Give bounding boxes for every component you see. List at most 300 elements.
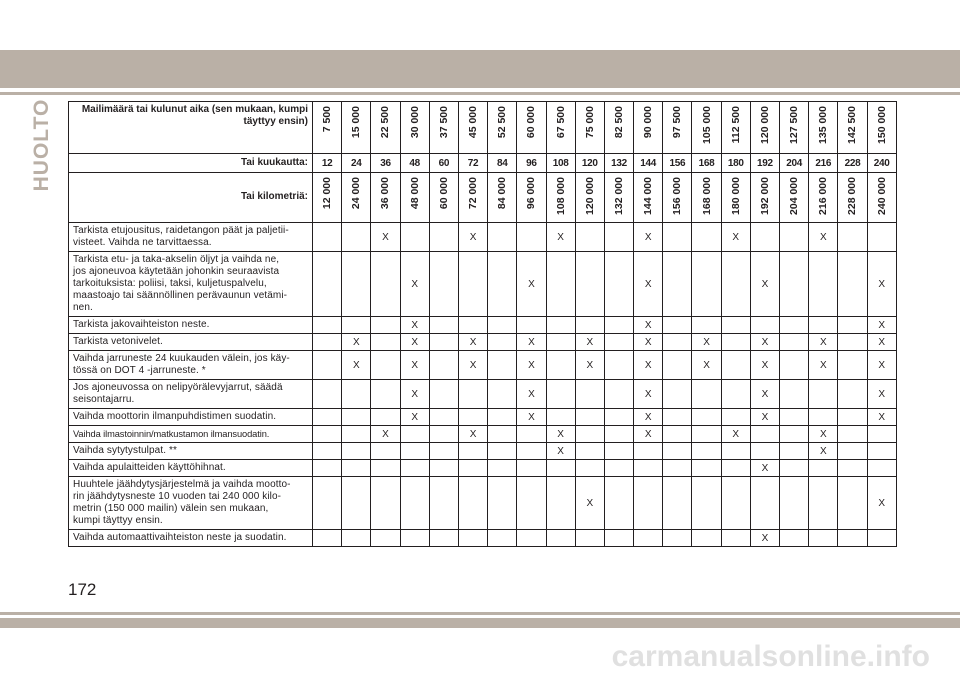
km-value: 192 000	[758, 177, 771, 215]
mark-cell	[371, 460, 400, 477]
mark-cell: X	[400, 380, 429, 409]
mark-cell	[371, 443, 400, 460]
km-value: 24 000	[350, 177, 363, 210]
mark-cell	[517, 477, 546, 530]
mark-cell: X	[342, 351, 371, 380]
mark-cell: X	[867, 409, 896, 426]
mark-cell	[780, 477, 809, 530]
mark-cell	[488, 443, 517, 460]
miles-header-row	[69, 102, 897, 154]
table-row	[69, 530, 897, 547]
mark-cell	[342, 223, 371, 252]
mark-cell: X	[809, 334, 838, 351]
mark-cell: X	[517, 351, 546, 380]
mark-cell: X	[634, 317, 663, 334]
km-cell	[663, 173, 692, 223]
mark-cell	[721, 252, 750, 317]
mark-cell	[604, 380, 633, 409]
miles-value: 60 000	[525, 106, 538, 139]
mark-cell	[342, 443, 371, 460]
mark-cell: X	[517, 334, 546, 351]
mark-cell	[604, 334, 633, 351]
months-label: Tai kuukautta:	[69, 154, 313, 173]
mark-cell	[634, 477, 663, 530]
mark-cell	[692, 223, 721, 252]
mark-cell: X	[342, 334, 371, 351]
km-cell	[517, 173, 546, 223]
mark-cell	[692, 530, 721, 547]
table-row	[69, 460, 897, 477]
mark-cell	[429, 223, 458, 252]
table-row	[69, 426, 897, 443]
km-cell	[400, 173, 429, 223]
mark-cell	[429, 351, 458, 380]
table-row	[69, 351, 897, 380]
mark-cell	[546, 252, 575, 317]
mark-cell	[342, 252, 371, 317]
section-tab-label: HUOLTO	[30, 98, 53, 192]
mark-cell	[604, 477, 633, 530]
mark-cell: X	[750, 334, 779, 351]
mark-cell	[488, 460, 517, 477]
km-value: 216 000	[817, 177, 830, 215]
miles-cell	[634, 102, 663, 154]
mark-cell	[663, 477, 692, 530]
mark-cell	[575, 530, 604, 547]
mark-cell	[429, 443, 458, 460]
mark-cell	[692, 443, 721, 460]
mark-cell: X	[692, 351, 721, 380]
mark-cell	[313, 223, 342, 252]
mark-cell	[838, 443, 867, 460]
months-row	[69, 154, 897, 173]
km-cell	[313, 173, 342, 223]
mark-cell	[780, 317, 809, 334]
km-label: Tai kilometriä:	[69, 173, 313, 223]
mark-cell: X	[867, 252, 896, 317]
miles-cell	[458, 102, 487, 154]
miles-value: 22 500	[379, 106, 392, 139]
mark-cell	[604, 460, 633, 477]
months-value: 144	[634, 154, 663, 173]
mark-cell: X	[867, 334, 896, 351]
mark-cell	[663, 380, 692, 409]
mark-cell	[604, 443, 633, 460]
months-value: 168	[692, 154, 721, 173]
mark-cell	[809, 317, 838, 334]
mark-cell	[663, 426, 692, 443]
mark-cell	[838, 409, 867, 426]
mark-cell	[429, 252, 458, 317]
mark-cell: X	[634, 223, 663, 252]
km-value: 108 000	[554, 177, 567, 215]
mark-cell	[692, 317, 721, 334]
miles-value: 150 000	[875, 106, 888, 144]
table-row	[69, 409, 897, 426]
mark-cell	[429, 530, 458, 547]
miles-cell	[838, 102, 867, 154]
task-description: Vaihda sytytystulpat. **	[69, 443, 313, 460]
miles-value: 105 000	[700, 106, 713, 144]
mark-cell: X	[546, 443, 575, 460]
miles-cell	[780, 102, 809, 154]
mark-cell	[313, 380, 342, 409]
mark-cell	[809, 252, 838, 317]
miles-value: 52 500	[496, 106, 509, 139]
miles-cell	[575, 102, 604, 154]
miles-value: 45 000	[467, 106, 480, 139]
km-header-row	[69, 173, 897, 223]
km-cell	[780, 173, 809, 223]
mark-cell	[750, 477, 779, 530]
mark-cell	[809, 460, 838, 477]
mark-cell	[546, 460, 575, 477]
mark-cell	[604, 317, 633, 334]
mark-cell	[663, 334, 692, 351]
mark-cell: X	[867, 380, 896, 409]
mark-cell	[313, 317, 342, 334]
mark-cell	[575, 380, 604, 409]
months-value: 96	[517, 154, 546, 173]
bottom-band	[0, 618, 960, 628]
mark-cell	[721, 460, 750, 477]
mark-cell	[458, 530, 487, 547]
top-band	[0, 50, 960, 88]
mark-cell	[663, 409, 692, 426]
miles-cell	[517, 102, 546, 154]
mark-cell	[867, 443, 896, 460]
mark-cell	[313, 426, 342, 443]
table-row	[69, 252, 897, 317]
section-tab	[22, 100, 62, 190]
miles-value: 90 000	[642, 106, 655, 139]
mark-cell	[867, 223, 896, 252]
mark-cell	[488, 317, 517, 334]
miles-cell	[663, 102, 692, 154]
mark-cell: X	[809, 351, 838, 380]
months-value: 204	[780, 154, 809, 173]
months-value: 60	[429, 154, 458, 173]
km-cell	[342, 173, 371, 223]
mark-cell	[780, 443, 809, 460]
task-description: Vaihda moottorin ilmanpuhdistimen suodatin.	[69, 409, 313, 426]
mark-cell	[313, 409, 342, 426]
mark-cell	[721, 443, 750, 460]
mark-cell	[458, 252, 487, 317]
mark-cell	[342, 317, 371, 334]
km-value: 228 000	[846, 177, 859, 215]
mark-cell: X	[575, 334, 604, 351]
mark-cell	[867, 426, 896, 443]
mark-cell	[604, 409, 633, 426]
mark-cell: X	[400, 317, 429, 334]
table-row	[69, 317, 897, 334]
mark-cell	[780, 460, 809, 477]
km-cell	[458, 173, 487, 223]
mark-cell: X	[458, 223, 487, 252]
task-description: Tarkista vetonivelet.	[69, 334, 313, 351]
mark-cell	[780, 426, 809, 443]
mark-cell	[488, 334, 517, 351]
mark-cell	[546, 334, 575, 351]
top-rule	[0, 92, 960, 95]
mark-cell	[809, 409, 838, 426]
mark-cell	[371, 252, 400, 317]
mark-cell	[575, 409, 604, 426]
mark-cell: X	[575, 351, 604, 380]
months-value: 84	[488, 154, 517, 173]
months-value: 156	[663, 154, 692, 173]
months-value: 228	[838, 154, 867, 173]
mark-cell	[575, 317, 604, 334]
maintenance-schedule-table	[68, 101, 897, 547]
mark-cell	[721, 351, 750, 380]
km-value: 48 000	[408, 177, 421, 210]
miles-value: 15 000	[350, 106, 363, 139]
mark-cell	[604, 252, 633, 317]
mark-cell	[780, 223, 809, 252]
mark-cell	[838, 426, 867, 443]
watermark-text: carmanualsonline.info	[611, 640, 930, 673]
mark-cell	[838, 460, 867, 477]
mark-cell	[313, 252, 342, 317]
mark-cell	[692, 380, 721, 409]
miles-cell	[692, 102, 721, 154]
months-value: 216	[809, 154, 838, 173]
mark-cell: X	[400, 252, 429, 317]
mark-cell	[371, 317, 400, 334]
mark-cell	[429, 460, 458, 477]
miles-value: 135 000	[817, 106, 830, 144]
km-value: 168 000	[700, 177, 713, 215]
mark-cell	[458, 443, 487, 460]
km-value: 60 000	[437, 177, 450, 210]
miles-cell	[400, 102, 429, 154]
mark-cell	[809, 477, 838, 530]
mark-cell	[313, 443, 342, 460]
mark-cell: X	[750, 460, 779, 477]
mark-cell: X	[721, 223, 750, 252]
mark-cell	[663, 351, 692, 380]
mark-cell: X	[750, 530, 779, 547]
months-value: 36	[371, 154, 400, 173]
mark-cell	[750, 223, 779, 252]
mark-cell: X	[400, 409, 429, 426]
miles-value: 97 500	[671, 106, 684, 139]
mark-cell	[400, 460, 429, 477]
km-value: 144 000	[642, 177, 655, 215]
km-value: 84 000	[496, 177, 509, 210]
miles-value: 67 500	[554, 106, 567, 139]
mark-cell	[517, 460, 546, 477]
mark-cell	[780, 409, 809, 426]
mark-cell: X	[634, 252, 663, 317]
km-cell	[838, 173, 867, 223]
mark-cell	[313, 460, 342, 477]
mark-cell	[371, 477, 400, 530]
mark-cell	[488, 223, 517, 252]
mark-cell	[692, 409, 721, 426]
mark-cell: X	[517, 380, 546, 409]
mark-cell: X	[371, 223, 400, 252]
mark-cell	[488, 426, 517, 443]
mark-cell: X	[458, 334, 487, 351]
mark-cell	[342, 426, 371, 443]
mark-cell	[663, 252, 692, 317]
mark-cell	[458, 317, 487, 334]
task-description: Vaihda automaattivaihteiston neste ja suodatin.	[69, 530, 313, 547]
mark-cell: X	[371, 426, 400, 443]
mark-cell	[342, 530, 371, 547]
mark-cell	[721, 530, 750, 547]
miles-cell	[313, 102, 342, 154]
mark-cell: X	[867, 351, 896, 380]
mark-cell	[780, 380, 809, 409]
mark-cell	[634, 460, 663, 477]
mark-cell	[546, 351, 575, 380]
maintenance-schedule-table-wrap	[68, 101, 896, 547]
miles-cell	[429, 102, 458, 154]
months-value: 24	[342, 154, 371, 173]
km-cell	[721, 173, 750, 223]
mark-cell	[371, 334, 400, 351]
mark-cell	[750, 317, 779, 334]
mark-cell	[721, 317, 750, 334]
mark-cell	[750, 443, 779, 460]
km-value: 204 000	[788, 177, 801, 215]
mark-cell	[750, 426, 779, 443]
task-description: Vaihda jarruneste 24 kuukauden välein, jos käy- tössä on DOT 4 -jarruneste. *	[69, 351, 313, 380]
mark-cell: X	[692, 334, 721, 351]
mark-cell: X	[634, 334, 663, 351]
task-description: Tarkista etu- ja taka-akselin öljyt ja vaihda ne, jos ajoneuvoa käytetään johonkin seuraavista tarkoituksista: poliisi, taksi, kuljetuspalvelu, maastoajo tai säännöllinen perävaunun vetämi- nen.	[69, 252, 313, 317]
mark-cell	[604, 530, 633, 547]
mark-cell	[429, 426, 458, 443]
mark-cell: X	[546, 223, 575, 252]
mark-cell: X	[517, 252, 546, 317]
mark-cell	[313, 530, 342, 547]
km-value: 240 000	[875, 177, 888, 215]
months-value: 108	[546, 154, 575, 173]
mark-cell	[838, 317, 867, 334]
miles-cell	[342, 102, 371, 154]
mark-cell	[517, 443, 546, 460]
months-value: 132	[604, 154, 633, 173]
mark-cell	[838, 334, 867, 351]
mark-cell	[838, 252, 867, 317]
mark-cell	[575, 223, 604, 252]
km-cell	[809, 173, 838, 223]
mark-cell: X	[458, 426, 487, 443]
mark-cell: X	[546, 426, 575, 443]
mark-cell	[546, 409, 575, 426]
mark-cell	[867, 530, 896, 547]
mark-cell: X	[867, 477, 896, 530]
km-cell	[692, 173, 721, 223]
mark-cell	[721, 477, 750, 530]
mark-cell	[371, 351, 400, 380]
mark-cell	[342, 409, 371, 426]
task-description: Huuhtele jäähdytysjärjestelmä ja vaihda mootto- rin jäähdytysneste 10 vuoden tai 240 000 kilo- metrin (150 000 mailin) välein sen mukaan, kumpi täyttyy ensin.	[69, 477, 313, 530]
months-value: 48	[400, 154, 429, 173]
miles-value: 7 500	[321, 106, 334, 133]
miles-value: 127 500	[788, 106, 801, 144]
km-cell	[371, 173, 400, 223]
mark-cell	[604, 351, 633, 380]
mark-cell: X	[809, 223, 838, 252]
km-cell	[604, 173, 633, 223]
miles-cell	[721, 102, 750, 154]
mark-cell: X	[750, 380, 779, 409]
mark-cell	[517, 223, 546, 252]
mark-cell	[400, 426, 429, 443]
miles-value: 120 000	[758, 106, 771, 144]
mark-cell	[546, 477, 575, 530]
mark-cell	[371, 530, 400, 547]
mark-cell	[488, 477, 517, 530]
task-description: Vaihda apulaitteiden käyttöhihnat.	[69, 460, 313, 477]
mark-cell	[692, 252, 721, 317]
km-value: 12 000	[321, 177, 334, 210]
mark-cell	[429, 317, 458, 334]
mark-cell	[663, 530, 692, 547]
months-value: 180	[721, 154, 750, 173]
mark-cell	[604, 426, 633, 443]
mark-cell	[575, 443, 604, 460]
mark-cell	[721, 334, 750, 351]
mark-cell: X	[809, 426, 838, 443]
mark-cell: X	[634, 409, 663, 426]
mark-cell	[488, 252, 517, 317]
months-value: 120	[575, 154, 604, 173]
mark-cell	[575, 252, 604, 317]
mark-cell	[546, 530, 575, 547]
miles-cell	[604, 102, 633, 154]
mark-cell	[575, 460, 604, 477]
km-value: 36 000	[379, 177, 392, 210]
mark-cell: X	[458, 351, 487, 380]
mark-cell	[313, 334, 342, 351]
mark-cell	[371, 380, 400, 409]
mark-cell: X	[400, 334, 429, 351]
mark-cell	[429, 477, 458, 530]
mark-cell	[634, 530, 663, 547]
mark-cell	[604, 223, 633, 252]
km-value: 132 000	[612, 177, 625, 215]
mark-cell	[458, 409, 487, 426]
mark-cell	[575, 426, 604, 443]
mark-cell	[692, 477, 721, 530]
mark-cell	[488, 380, 517, 409]
mark-cell	[838, 380, 867, 409]
table-row	[69, 223, 897, 252]
mark-cell	[517, 530, 546, 547]
mark-cell	[458, 460, 487, 477]
miles-value: 30 000	[408, 106, 421, 139]
months-value: 192	[750, 154, 779, 173]
mark-cell	[838, 351, 867, 380]
miles-header-label: Mailimäärä tai kulunut aika (sen mukaan, kumpi täyttyy ensin)	[69, 102, 313, 154]
mark-cell	[780, 334, 809, 351]
mark-cell	[663, 443, 692, 460]
table-row	[69, 334, 897, 351]
mark-cell	[634, 443, 663, 460]
mark-cell	[780, 530, 809, 547]
km-cell	[429, 173, 458, 223]
km-value: 180 000	[729, 177, 742, 215]
mark-cell: X	[634, 351, 663, 380]
mark-cell	[429, 409, 458, 426]
